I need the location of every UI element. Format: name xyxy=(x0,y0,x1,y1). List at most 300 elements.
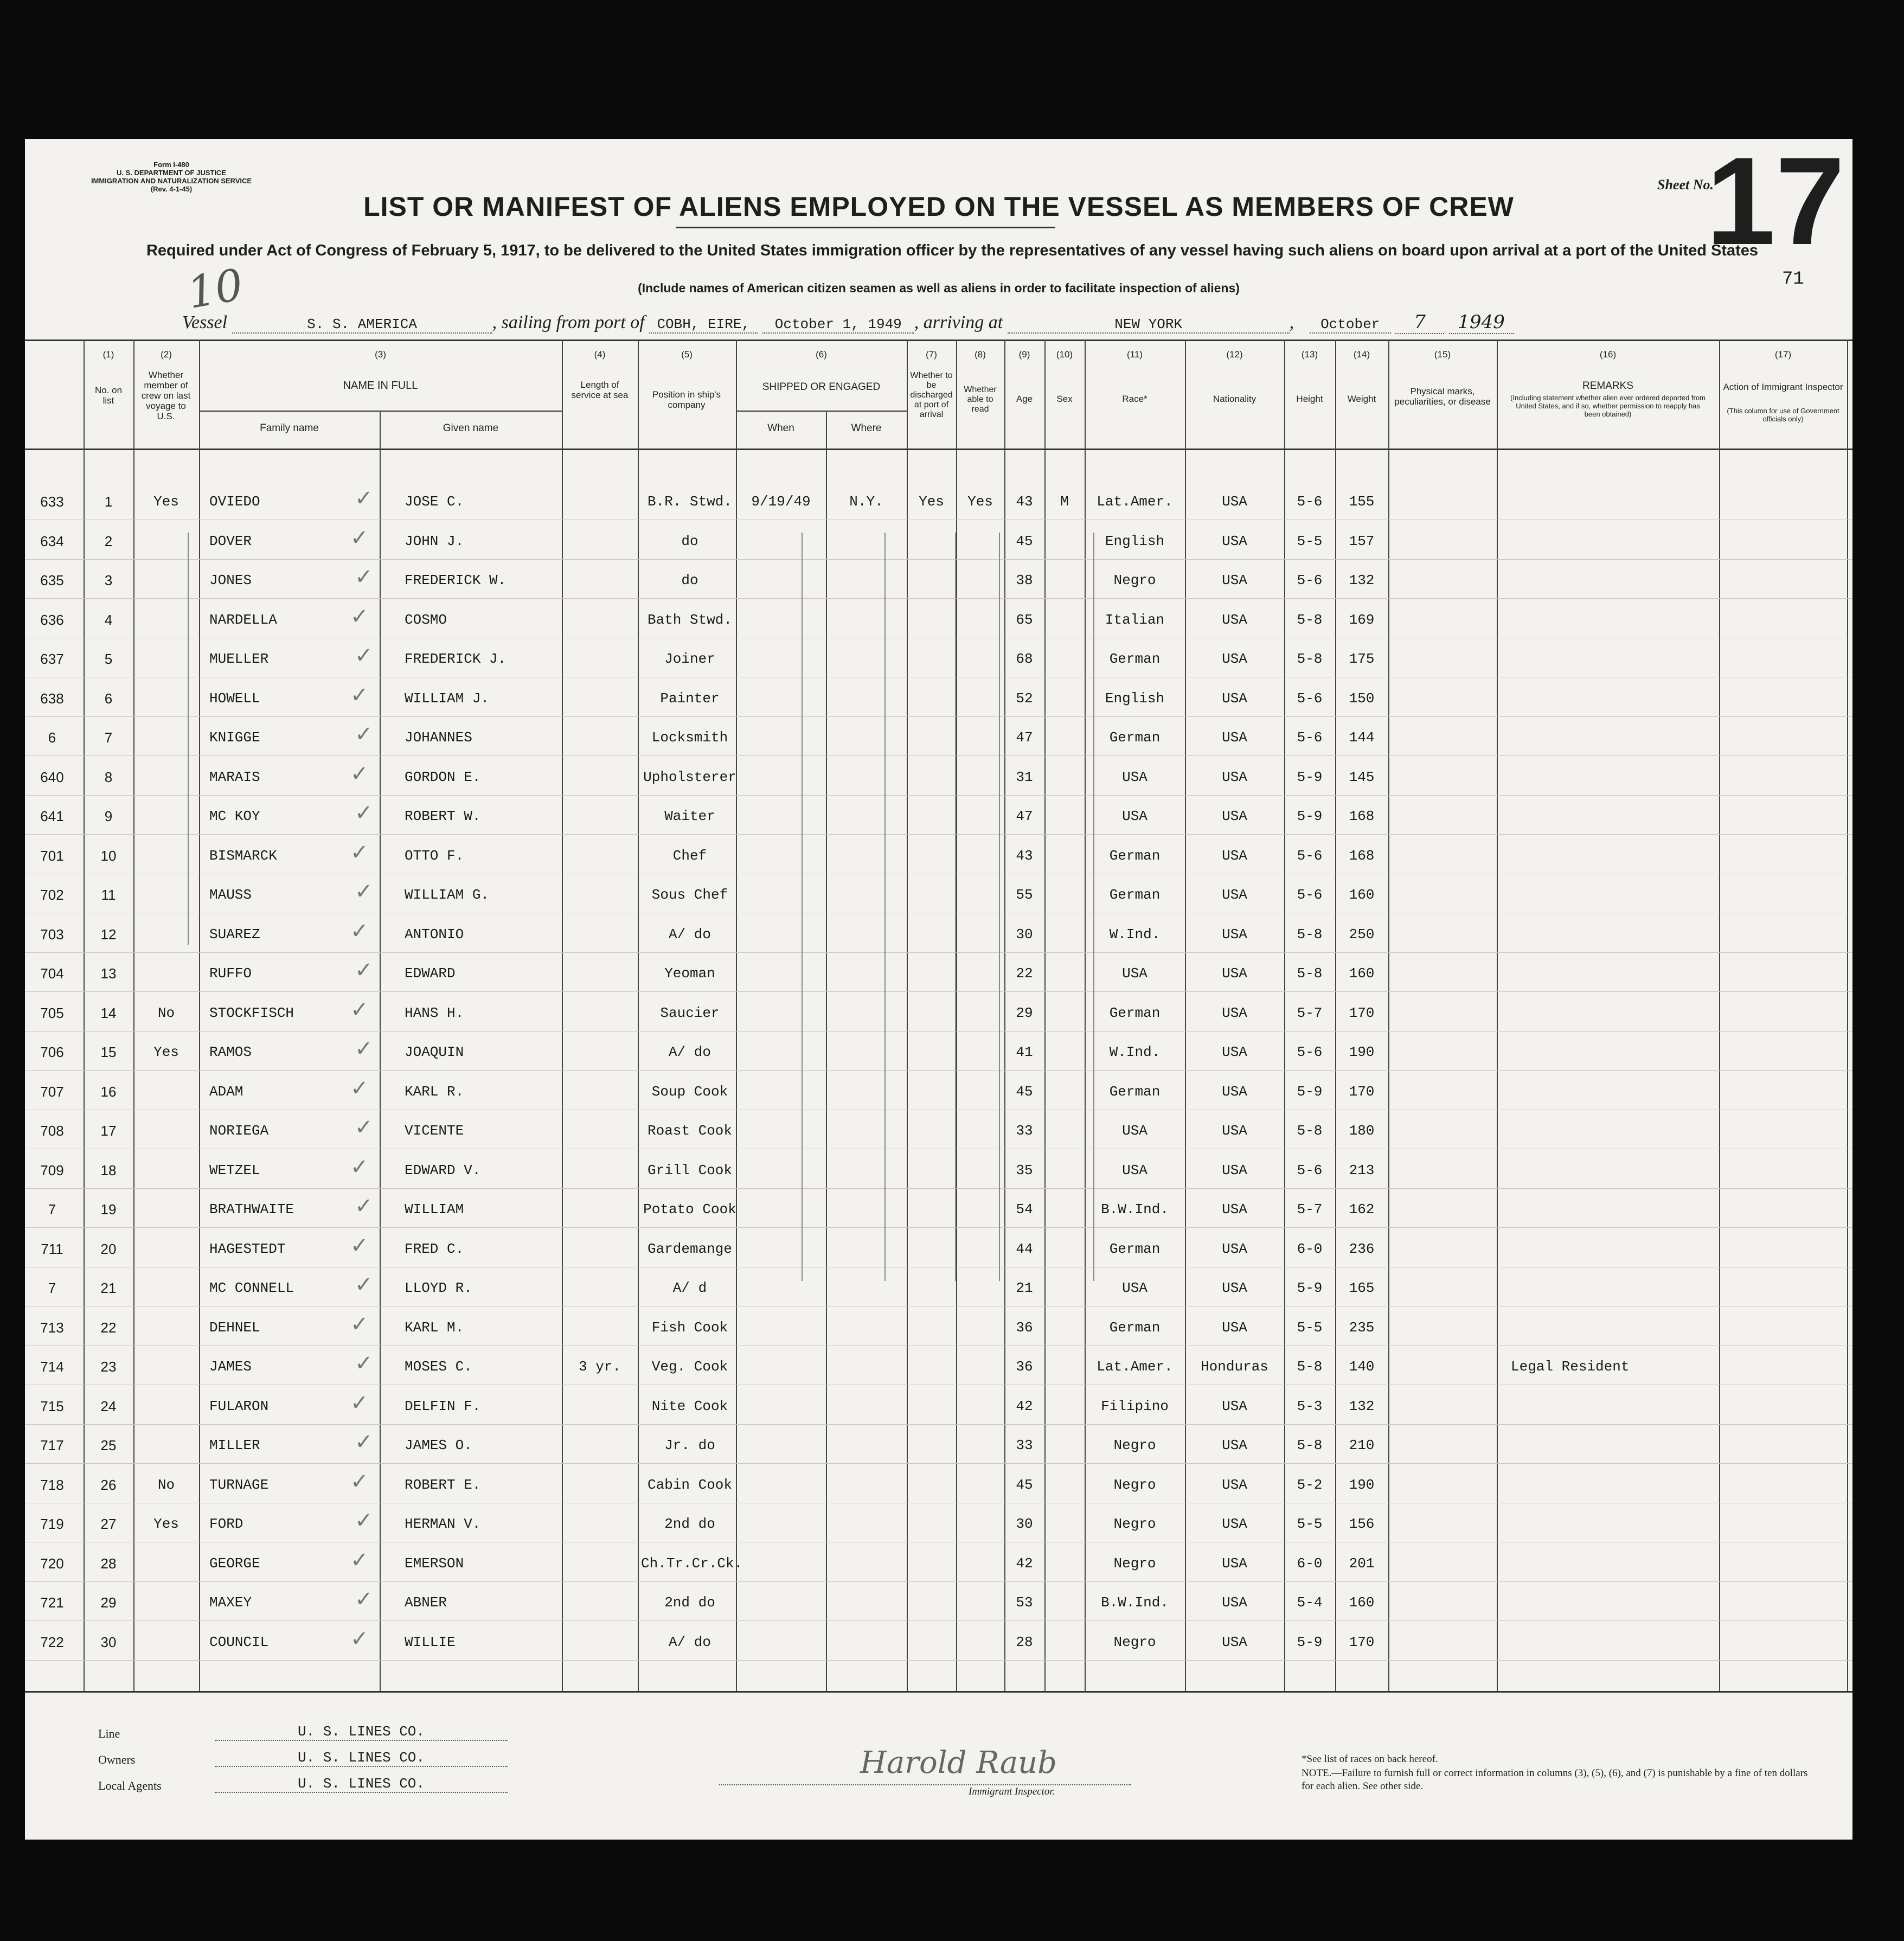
check-mark-icon: ✓ xyxy=(355,1194,373,1219)
check-mark-icon: ✓ xyxy=(350,526,369,550)
row-margin-number: 720 xyxy=(40,1555,64,1572)
race-note: *See list of races on back hereof. xyxy=(1302,1753,1438,1765)
row-weight: 156 xyxy=(1349,1516,1375,1532)
ditto-stroke xyxy=(188,533,189,945)
row-race: Negro xyxy=(1113,1516,1156,1532)
row-margin-number: 640 xyxy=(40,769,64,785)
row-height: 6-0 xyxy=(1297,1555,1323,1572)
row-position: Soup Cook xyxy=(651,1084,728,1100)
row-margin-number: 718 xyxy=(40,1477,64,1493)
column-number: (7) xyxy=(926,349,937,360)
row-race: Negro xyxy=(1113,572,1156,588)
row-age: 33 xyxy=(1016,1123,1033,1139)
column-divider xyxy=(1847,339,1848,1691)
row-nationality: USA xyxy=(1222,887,1247,903)
row-height: 5-9 xyxy=(1297,1634,1323,1650)
row-race: Negro xyxy=(1113,1555,1156,1572)
row-race: USA xyxy=(1122,1280,1147,1296)
row-list-number: 7 xyxy=(104,729,113,746)
row-race: Filipino xyxy=(1101,1398,1169,1414)
check-mark-icon: ✓ xyxy=(350,604,369,629)
row-nationality: USA xyxy=(1222,612,1247,628)
row-list-number: 13 xyxy=(100,965,117,982)
row-position: A/ do xyxy=(668,1044,711,1060)
header-list-number: No. on list xyxy=(94,385,123,406)
column-divider xyxy=(199,339,200,1691)
row-margin-number: 713 xyxy=(40,1319,64,1336)
column-divider xyxy=(562,339,563,1691)
check-mark-icon: ✓ xyxy=(355,643,373,668)
row-list-number: 12 xyxy=(100,926,117,943)
inclusion-note: (Include names of American citizen seamen as well as aliens in order to facilitate inspection of aliens) xyxy=(638,281,1240,295)
row-height: 5-6 xyxy=(1297,494,1323,510)
row-nationality: USA xyxy=(1222,651,1247,667)
row-age: 53 xyxy=(1016,1594,1033,1611)
row-rule xyxy=(25,1227,1852,1228)
departure-port: COBH, EIRE, xyxy=(649,316,758,334)
header-remarks-note: (Including statement whether alien ever ordered deported from United States, and if so, whether permission to reapply has been obtained) xyxy=(1510,394,1706,418)
row-given-name: WILLIAM J. xyxy=(405,690,490,707)
row-list-number: 15 xyxy=(100,1044,117,1060)
row-given-name: FREDERICK J. xyxy=(405,651,507,667)
row-given-name: GORDON E. xyxy=(405,769,481,785)
row-list-number: 28 xyxy=(100,1555,117,1572)
row-family-name: NARDELLA xyxy=(209,612,277,628)
row-margin-number: 722 xyxy=(40,1634,64,1650)
row-family-name: MILLER xyxy=(209,1437,260,1453)
row-nationality: USA xyxy=(1222,1123,1247,1139)
row-age: 36 xyxy=(1016,1319,1033,1336)
handwritten-mark: 10 xyxy=(183,259,247,319)
row-given-name: COSMO xyxy=(405,612,447,628)
row-given-name: HERMAN V. xyxy=(405,1516,481,1532)
row-nationality: USA xyxy=(1222,690,1247,707)
row-nationality: USA xyxy=(1222,965,1247,982)
arrival-port: NEW YORK xyxy=(1008,316,1290,334)
row-height: 5-8 xyxy=(1297,612,1323,628)
row-weight: 236 xyxy=(1349,1241,1375,1257)
row-height: 5-8 xyxy=(1297,651,1323,667)
row-race: Negro xyxy=(1113,1634,1156,1650)
row-position: Jr. do xyxy=(664,1437,715,1453)
manifest-sheet xyxy=(25,131,1852,1840)
column-number: (14) xyxy=(1353,349,1370,360)
check-mark-icon: ✓ xyxy=(355,1036,373,1061)
penalty-note: NOTE.—Failure to furnish full or correct information in columns (3), (5), (6), and (7) is punishable by a fine of ten dollars for each alien. See other side. xyxy=(1302,1767,1808,1792)
row-list-number: 11 xyxy=(101,887,116,903)
check-mark-icon: ✓ xyxy=(355,1115,373,1140)
row-age: 38 xyxy=(1016,572,1033,588)
row-height: 5-7 xyxy=(1297,1005,1323,1021)
row-family-name: COUNCIL xyxy=(209,1634,269,1650)
row-nationality: USA xyxy=(1222,926,1247,943)
row-race: German xyxy=(1109,729,1161,746)
check-mark-icon: ✓ xyxy=(350,1469,369,1494)
row-rule xyxy=(25,1620,1852,1621)
row-list-number: 4 xyxy=(104,612,113,628)
column-number: (4) xyxy=(594,349,606,360)
row-weight: 140 xyxy=(1349,1359,1375,1375)
sheet-label: Sheet No. xyxy=(1657,177,1714,193)
row-discharged: Yes xyxy=(919,494,944,510)
row-margin-number: 715 xyxy=(40,1398,64,1414)
row-list-number: 19 xyxy=(100,1201,117,1218)
row-margin-number: 641 xyxy=(40,808,64,824)
row-race: Negro xyxy=(1113,1477,1156,1493)
check-mark-icon: ✓ xyxy=(350,1233,369,1258)
ditto-stroke xyxy=(802,533,803,1281)
row-weight: 250 xyxy=(1349,926,1375,943)
row-weight: 210 xyxy=(1349,1437,1375,1453)
row-margin-number: 701 xyxy=(40,848,64,864)
row-position: Cabin Cook xyxy=(647,1477,733,1493)
row-nationality: USA xyxy=(1222,1594,1247,1611)
row-margin-number: 705 xyxy=(40,1005,64,1021)
sheet-number: 17 xyxy=(1706,131,1845,271)
row-position: do xyxy=(681,533,698,549)
row-list-number: 25 xyxy=(100,1437,117,1453)
row-weight: 165 xyxy=(1349,1280,1375,1296)
check-mark-icon: ✓ xyxy=(355,958,373,983)
row-height: 6-0 xyxy=(1297,1241,1323,1257)
department-name: U. S. DEPARTMENT OF JUSTICE xyxy=(117,169,226,177)
row-rule xyxy=(25,795,1852,796)
form-number: Form I-480 xyxy=(153,161,189,169)
row-height: 5-9 xyxy=(1297,769,1323,785)
row-height: 5-2 xyxy=(1297,1477,1323,1493)
row-position: 2nd do xyxy=(664,1516,715,1532)
row-previous-voyage: No xyxy=(157,1005,175,1021)
local-agents-value: U. S. LINES CO. xyxy=(215,1776,508,1793)
row-height: 5-6 xyxy=(1297,1044,1323,1060)
row-race: Lat.Amer. xyxy=(1097,494,1173,510)
row-family-name: HAGESTEDT xyxy=(209,1241,286,1257)
row-position: 2nd do xyxy=(664,1594,715,1611)
row-age: 47 xyxy=(1016,808,1033,824)
row-height: 5-6 xyxy=(1297,887,1323,903)
row-race: German xyxy=(1109,1005,1161,1021)
row-given-name: JOAQUIN xyxy=(405,1044,464,1060)
row-family-name: OVIEDO xyxy=(209,494,260,510)
document-subtitle: Required under Act of Congress of February 5, 1917, to be delivered to the United States immigration officer by the representatives of any vessel having such aliens on board upon arrival at a port of the United States xyxy=(146,242,1759,259)
row-height: 5-9 xyxy=(1297,1084,1323,1100)
signature-line xyxy=(719,1783,1131,1785)
header-inspector-action: Action of Immigrant Inspector xyxy=(1723,382,1843,392)
row-margin-number: 7 xyxy=(48,1280,56,1296)
row-list-number: 23 xyxy=(100,1359,117,1375)
row-height: 5-8 xyxy=(1297,1437,1323,1453)
row-nationality: Honduras xyxy=(1201,1359,1268,1375)
row-shipped-when: 9/19/49 xyxy=(751,494,811,510)
row-nationality: USA xyxy=(1222,533,1247,549)
row-position: Saucier xyxy=(660,1005,720,1021)
row-list-number: 3 xyxy=(104,572,113,588)
shipped-subheader-divider xyxy=(736,411,907,412)
row-list-number: 24 xyxy=(100,1398,117,1414)
check-mark-icon: ✓ xyxy=(355,1508,373,1533)
row-rule xyxy=(25,1463,1852,1464)
row-margin-number: 721 xyxy=(40,1594,64,1611)
row-weight: 160 xyxy=(1349,1594,1375,1611)
arriving-label: , arriving at xyxy=(914,312,1003,332)
header-when: When xyxy=(767,422,794,434)
row-position: Gardemange xyxy=(647,1241,733,1257)
row-sex: M xyxy=(1060,494,1069,510)
column-divider xyxy=(1044,339,1046,1691)
row-margin-number: 702 xyxy=(40,887,64,903)
column-divider xyxy=(1497,339,1498,1691)
row-nationality: USA xyxy=(1222,1241,1247,1257)
check-mark-icon: ✓ xyxy=(355,565,373,590)
row-position: Nite Cook xyxy=(651,1398,728,1414)
vessel-line: Vessel S. S. AMERICA , sailing from port of COBH, EIRE, October 1, 1949 , arriving at NEW YORK , October 7 1949 xyxy=(182,311,1514,334)
row-given-name: ANTONIO xyxy=(405,926,464,943)
line-value: U. S. LINES CO. xyxy=(215,1724,508,1741)
row-race: German xyxy=(1109,1084,1161,1100)
row-weight: 144 xyxy=(1349,729,1375,746)
row-family-name: MUELLER xyxy=(209,651,269,667)
check-mark-icon: ✓ xyxy=(350,683,369,708)
check-mark-icon: ✓ xyxy=(350,840,369,865)
row-family-name: MAXEY xyxy=(209,1594,252,1611)
row-height: 5-6 xyxy=(1297,690,1323,707)
arrival-year: 1949 xyxy=(1449,311,1514,334)
row-weight: 145 xyxy=(1349,769,1375,785)
row-margin-number: 706 xyxy=(40,1044,64,1060)
row-given-name: EDWARD xyxy=(405,965,456,982)
row-rule xyxy=(25,991,1852,992)
row-height: 5-6 xyxy=(1297,729,1323,746)
row-margin-number: 638 xyxy=(40,690,64,707)
line-label: Line xyxy=(98,1727,120,1740)
row-given-name: EDWARD V. xyxy=(405,1162,481,1178)
check-mark-icon: ✓ xyxy=(355,1272,373,1297)
row-height: 5-6 xyxy=(1297,572,1323,588)
row-list-number: 9 xyxy=(104,808,113,824)
row-weight: 168 xyxy=(1349,808,1375,824)
row-family-name: HOWELL xyxy=(209,690,260,707)
row-position: Potato Cook xyxy=(643,1201,736,1218)
row-given-name: JAMES O. xyxy=(405,1437,472,1453)
row-race: German xyxy=(1109,651,1161,667)
row-weight: 201 xyxy=(1349,1555,1375,1572)
row-height: 5-8 xyxy=(1297,965,1323,982)
column-number: (15) xyxy=(1434,349,1451,360)
row-age: 65 xyxy=(1016,612,1033,628)
row-family-name: KNIGGE xyxy=(209,729,260,746)
header-inspector-note: (This column for use of Government officials only) xyxy=(1727,407,1839,423)
row-given-name: JOHANNES xyxy=(405,729,472,746)
header-weight: Weight xyxy=(1347,394,1376,404)
row-age: 42 xyxy=(1016,1398,1033,1414)
row-list-number: 29 xyxy=(100,1594,117,1611)
row-margin-number: 711 xyxy=(41,1241,63,1257)
row-list-number: 22 xyxy=(100,1319,117,1336)
row-height: 5-5 xyxy=(1297,533,1323,549)
row-position: do xyxy=(681,572,698,588)
row-weight: 160 xyxy=(1349,965,1375,982)
row-given-name: HANS H. xyxy=(405,1005,464,1021)
row-family-name: BRATHWAITE xyxy=(209,1201,294,1218)
row-height: 5-6 xyxy=(1297,1162,1323,1178)
row-position: A/ d xyxy=(672,1280,707,1296)
row-list-number: 8 xyxy=(104,769,113,785)
row-list-number: 10 xyxy=(100,848,117,864)
row-race: German xyxy=(1109,848,1161,864)
row-nationality: USA xyxy=(1222,1319,1247,1336)
row-given-name: VICENTE xyxy=(405,1123,464,1139)
header-able-to-read: Whether able to read xyxy=(964,385,997,414)
row-age: 30 xyxy=(1016,926,1033,943)
row-rule xyxy=(25,1424,1852,1425)
row-height: 5-7 xyxy=(1297,1201,1323,1218)
row-list-number: 21 xyxy=(100,1280,117,1296)
row-weight: 190 xyxy=(1349,1044,1375,1060)
row-margin-number: 634 xyxy=(40,533,64,549)
vessel-label: Vessel xyxy=(182,312,228,332)
row-race: German xyxy=(1109,1241,1161,1257)
row-position: Roast Cook xyxy=(647,1123,733,1139)
row-given-name: FREDERICK W. xyxy=(405,572,507,588)
check-mark-icon: ✓ xyxy=(350,761,369,786)
row-race: Negro xyxy=(1113,1437,1156,1453)
column-divider xyxy=(956,339,957,1691)
row-list-number: 27 xyxy=(100,1516,117,1532)
header-physical-marks: Physical marks, peculiarities, or disease xyxy=(1394,386,1491,407)
column-number: (3) xyxy=(375,349,386,360)
row-weight: 150 xyxy=(1349,690,1375,707)
row-weight: 170 xyxy=(1349,1005,1375,1021)
check-mark-icon: ✓ xyxy=(355,1587,373,1612)
row-height: 5-8 xyxy=(1297,926,1323,943)
row-family-name: BISMARCK xyxy=(209,848,277,864)
row-nationality: USA xyxy=(1222,1634,1247,1650)
header-sex: Sex xyxy=(1056,394,1073,404)
check-mark-icon: ✓ xyxy=(350,1626,369,1651)
row-age: 31 xyxy=(1016,769,1033,785)
row-given-name: KARL R. xyxy=(405,1084,464,1100)
row-age: 22 xyxy=(1016,965,1033,982)
row-list-number: 5 xyxy=(104,651,113,667)
row-previous-voyage: Yes xyxy=(153,1044,179,1060)
column-divider xyxy=(638,339,639,1691)
row-position: Fish Cook xyxy=(651,1319,728,1336)
row-age: 47 xyxy=(1016,729,1033,746)
row-family-name: TURNAGE xyxy=(209,1477,269,1493)
check-mark-icon: ✓ xyxy=(350,1548,369,1573)
row-nationality: USA xyxy=(1222,1398,1247,1414)
row-rule xyxy=(25,1581,1852,1582)
row-height: 5-9 xyxy=(1297,1280,1323,1296)
row-previous-voyage: Yes xyxy=(153,1516,179,1532)
sailing-label: , sailing from port of xyxy=(492,312,645,332)
row-family-name: MC CONNELL xyxy=(209,1280,294,1296)
row-position: Painter xyxy=(660,690,720,707)
row-list-number: 14 xyxy=(100,1005,117,1021)
row-race: English xyxy=(1105,533,1165,549)
column-number: (2) xyxy=(161,349,172,360)
row-age: 35 xyxy=(1016,1162,1033,1178)
header-position: Position in ship's company xyxy=(652,389,721,410)
sheet-subnumber: 71 xyxy=(1782,269,1804,290)
row-rule xyxy=(25,755,1852,756)
row-position: B.R. Stwd. xyxy=(647,494,733,510)
row-given-name: LLOYD R. xyxy=(405,1280,472,1296)
column-number: (5) xyxy=(681,349,693,360)
row-rule xyxy=(25,559,1852,560)
row-rule xyxy=(25,1031,1852,1032)
row-weight: 180 xyxy=(1349,1123,1375,1139)
row-race: Lat.Amer. xyxy=(1097,1359,1173,1375)
row-list-number: 1 xyxy=(104,494,113,510)
row-shipped-where: N.Y. xyxy=(849,494,883,510)
row-family-name: DOVER xyxy=(209,533,252,549)
form-revision: (Rev. 4-1-45) xyxy=(150,185,193,193)
row-nationality: USA xyxy=(1222,572,1247,588)
row-given-name: ABNER xyxy=(405,1594,447,1611)
row-given-name: FRED C. xyxy=(405,1241,464,1257)
row-list-number: 16 xyxy=(100,1084,117,1100)
row-race: English xyxy=(1105,690,1165,707)
row-nationality: USA xyxy=(1222,729,1247,746)
row-list-number: 18 xyxy=(100,1162,117,1178)
owners-label: Owners xyxy=(98,1753,136,1766)
row-given-name: JOSE C. xyxy=(405,494,464,510)
row-margin-number: 7 xyxy=(48,1201,56,1218)
row-rule xyxy=(25,716,1852,717)
row-race: W.Ind. xyxy=(1109,926,1161,943)
header-family-name: Family name xyxy=(260,422,319,434)
row-nationality: USA xyxy=(1222,494,1247,510)
row-position: Grill Cook xyxy=(647,1162,733,1178)
row-height: 5-8 xyxy=(1297,1359,1323,1375)
row-length-of-service: 3 yr. xyxy=(578,1359,621,1375)
row-nationality: USA xyxy=(1222,1201,1247,1218)
row-family-name: MARAIS xyxy=(209,769,260,785)
column-number: (8) xyxy=(975,349,986,360)
ditto-stroke xyxy=(999,533,1000,1281)
header-previous-voyage: Whether member of crew on last voyage to U.S. xyxy=(141,370,191,421)
row-race: USA xyxy=(1122,1123,1147,1139)
row-previous-voyage: Yes xyxy=(153,494,179,510)
vessel-name: S. S. AMERICA xyxy=(232,316,492,334)
row-given-name: ROBERT W. xyxy=(405,808,481,824)
row-weight: 168 xyxy=(1349,848,1375,864)
row-rule xyxy=(25,1188,1852,1189)
row-rule xyxy=(25,834,1852,835)
row-margin-number: 707 xyxy=(40,1084,64,1100)
row-given-name: WILLIE xyxy=(405,1634,456,1650)
row-weight: 157 xyxy=(1349,533,1375,549)
row-race: Italian xyxy=(1105,612,1165,628)
row-race: German xyxy=(1109,887,1161,903)
row-age: 42 xyxy=(1016,1555,1033,1572)
check-mark-icon: ✓ xyxy=(355,1351,373,1376)
row-remarks: Legal Resident xyxy=(1511,1359,1630,1375)
check-mark-icon: ✓ xyxy=(350,1076,369,1101)
column-number: (9) xyxy=(1018,349,1030,360)
row-weight: 132 xyxy=(1349,1398,1375,1414)
check-mark-icon: ✓ xyxy=(355,1430,373,1455)
row-previous-voyage: No xyxy=(157,1477,175,1493)
row-able-to-read: Yes xyxy=(967,494,993,510)
row-age: 45 xyxy=(1016,533,1033,549)
check-mark-icon: ✓ xyxy=(355,879,373,904)
arrival-month: October xyxy=(1310,316,1391,334)
row-age: 43 xyxy=(1016,494,1033,510)
row-margin-number: 636 xyxy=(40,612,64,628)
row-nationality: USA xyxy=(1222,848,1247,864)
